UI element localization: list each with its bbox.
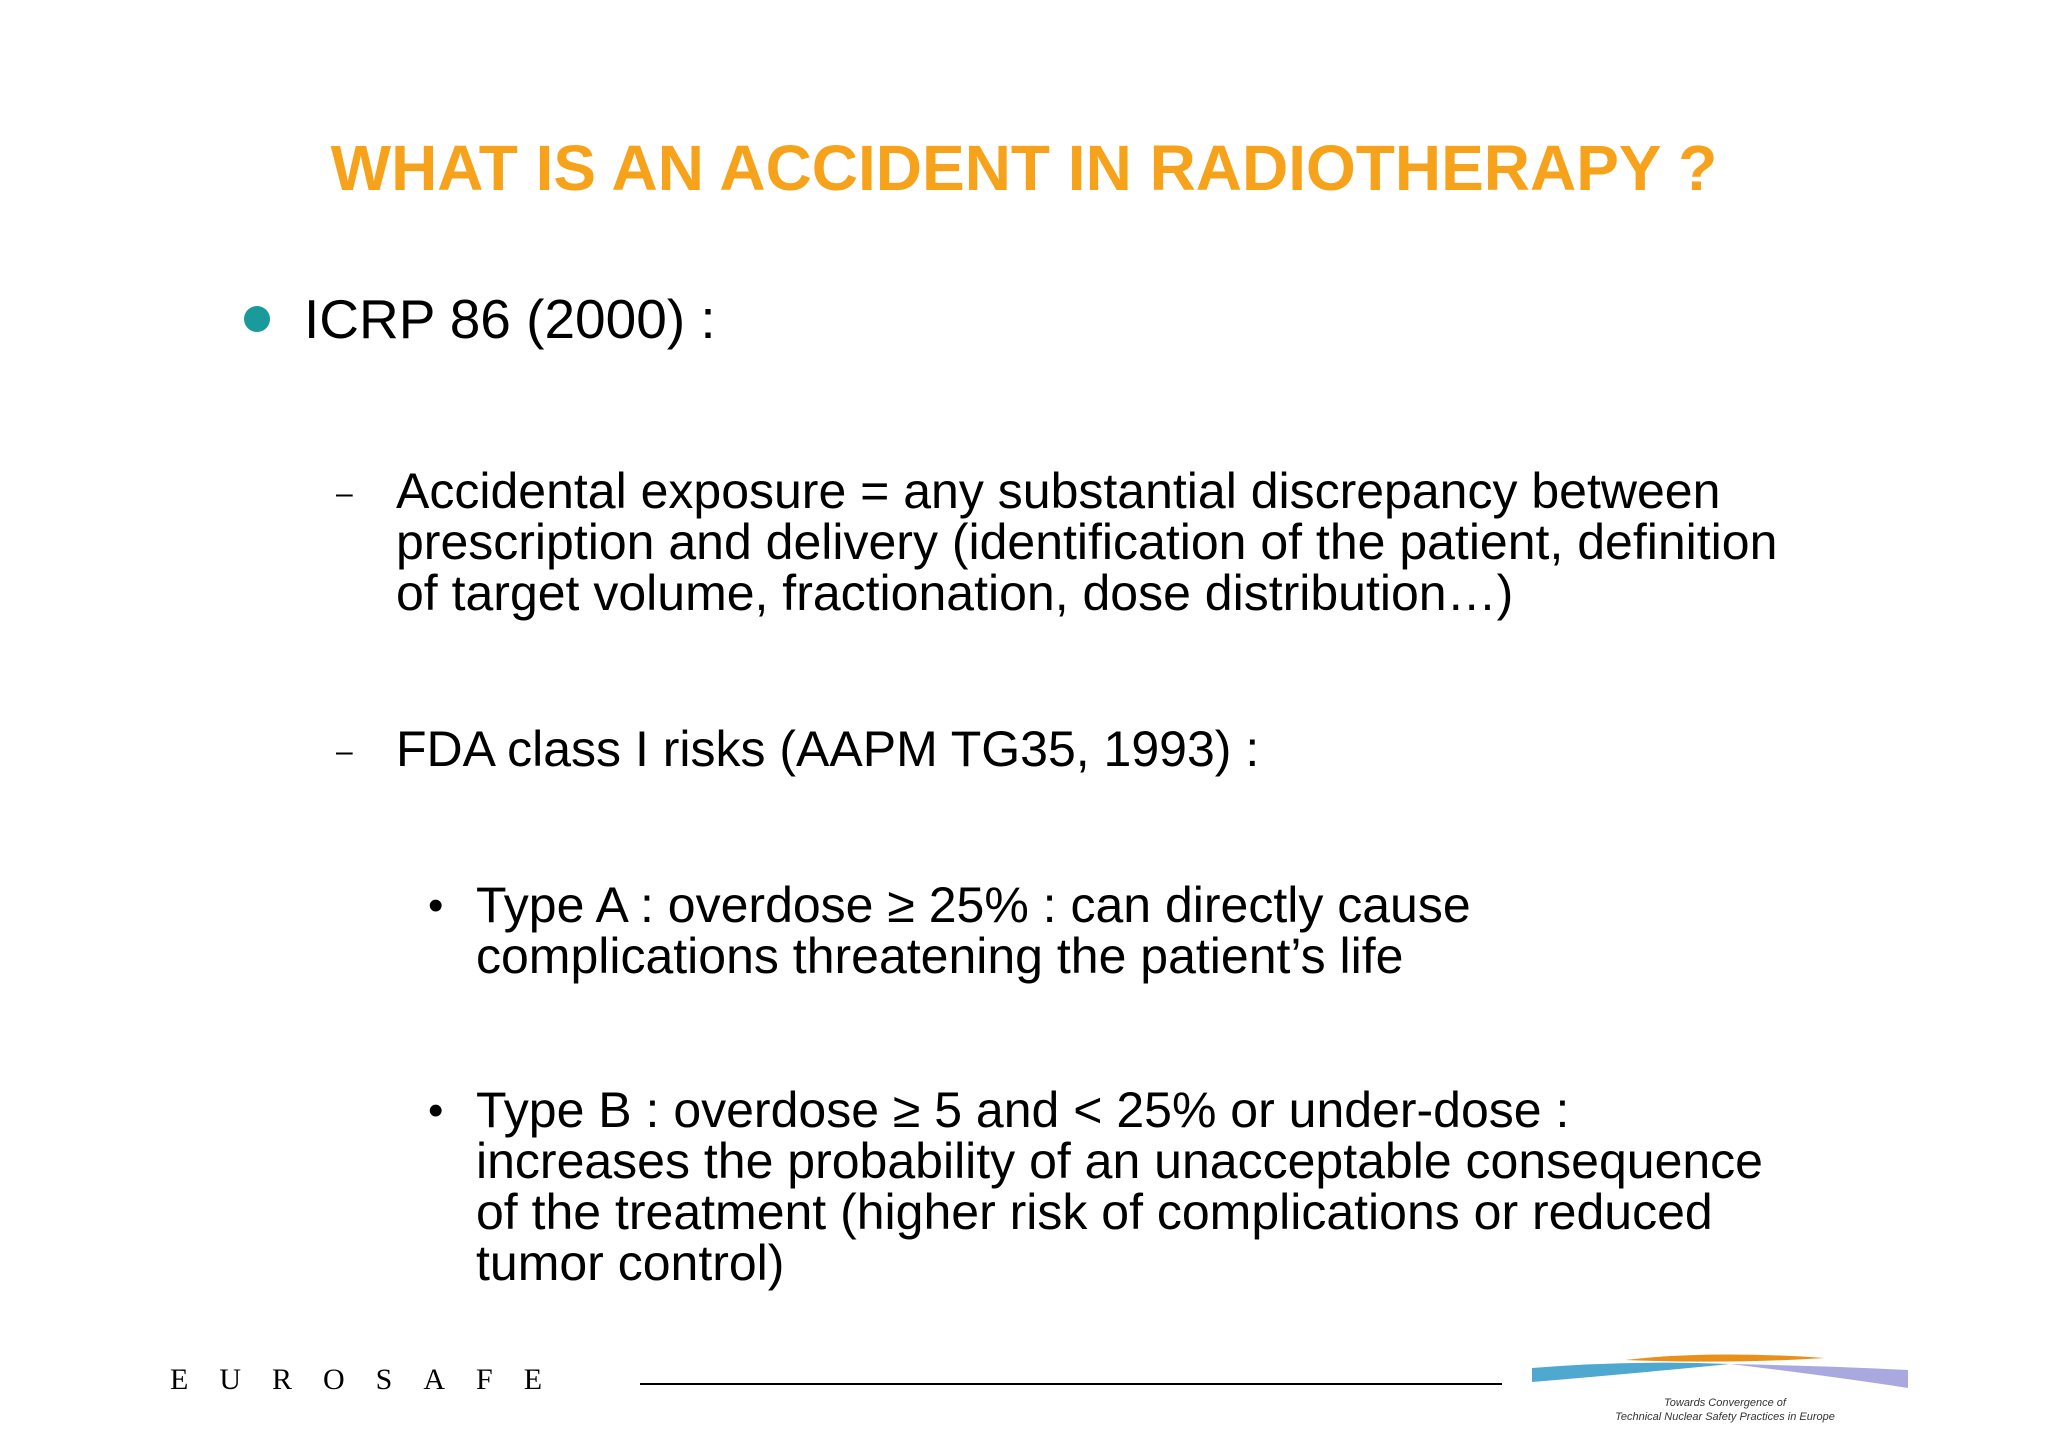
dot-bullet-icon: • (428, 1086, 444, 1135)
text-line: Type B : overdose ≥ 5 and < 25% or under-dose : (476, 1082, 1570, 1138)
sub-sub-bullet-type-a (428, 877, 1976, 984)
sub-bullet-accidental-exposure (336, 463, 1956, 621)
text-line: of the treatment (higher risk of complications or reduced (476, 1184, 1713, 1240)
text-line: tumor control) (476, 1235, 785, 1291)
bullet-icrp86-text: ICRP 86 (2000) : (304, 288, 716, 350)
footer-tagline (1600, 1396, 1850, 1424)
type-b-text (476, 1082, 1976, 1291)
sub-bullet-fda-class (336, 721, 1956, 778)
text-line: increases the probability of an unacceptable consequence (476, 1133, 1763, 1189)
sub-sub-bullet-type-b (428, 1082, 1976, 1291)
teal-bullet-icon (244, 306, 270, 332)
text-line: Accidental exposure = any substantial discrepancy between (396, 463, 1721, 519)
text-line: of target volume, fractionation, dose distribution…) (396, 565, 1514, 621)
footer-divider (640, 1383, 1502, 1385)
eurosafe-wave-logo-icon (1530, 1350, 1910, 1400)
dash-bullet-icon: – (336, 735, 353, 768)
wave-blue-band (1532, 1363, 1730, 1382)
text-line: complications threatening the patient’s life (476, 928, 1404, 984)
fda-class-text (396, 721, 1956, 777)
accidental-exposure-text (396, 463, 1956, 621)
text-line: FDA class I risks (AAPM TG35, 1993) : (396, 721, 1260, 777)
dot-bullet-icon: • (428, 881, 444, 930)
wave-lavender-band (1730, 1364, 1908, 1388)
tagline-line: Towards Convergence of (1664, 1397, 1786, 1409)
tagline-line: Technical Nuclear Safety Practices in Europe (1615, 1411, 1835, 1423)
bullet-icrp86 (244, 284, 716, 354)
wave-orange-band (1625, 1354, 1825, 1361)
text-line: prescription and delivery (identification of the patient, definition (396, 514, 1778, 570)
text-line: Type A : overdose ≥ 25% : can directly cause (476, 877, 1471, 933)
type-a-text (476, 877, 1976, 984)
eurosafe-logo-text: EUROSAFE (170, 1363, 574, 1396)
slide-title: WHAT IS AN ACCIDENT IN RADIOTHERAPY ? (330, 132, 1718, 204)
dash-bullet-icon: – (336, 477, 353, 510)
